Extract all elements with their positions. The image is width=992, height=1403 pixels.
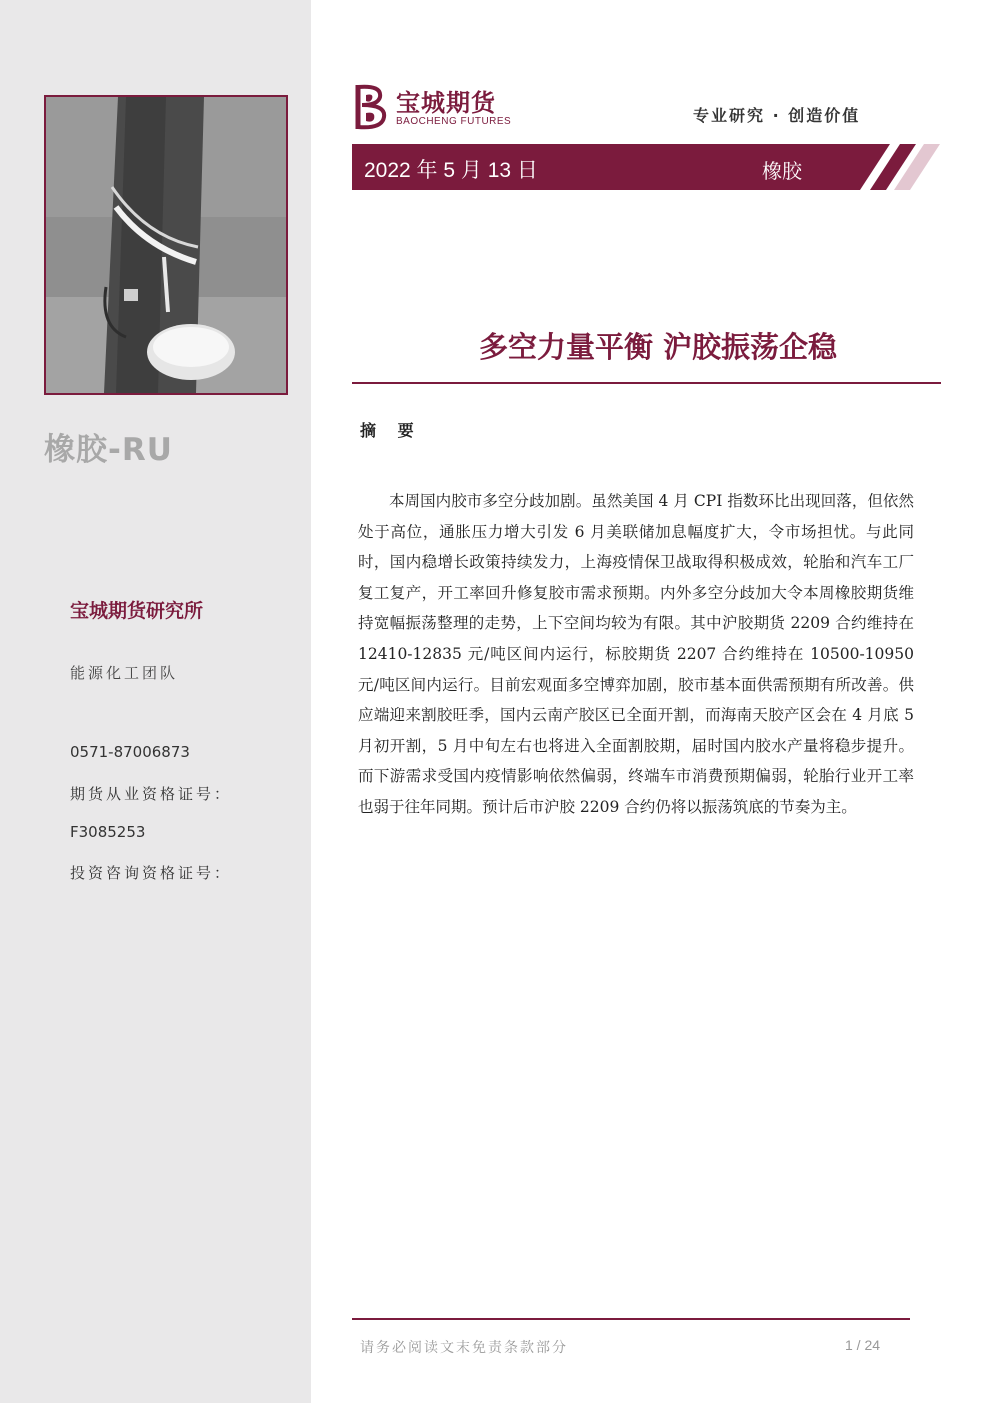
page-number: 1 / 24 bbox=[845, 1337, 881, 1353]
invest-cert-label: 投资咨询资格证号： bbox=[70, 864, 233, 882]
rubber-tree-photo bbox=[44, 95, 288, 395]
report-category: 橡胶 bbox=[762, 159, 802, 183]
logo-mark-icon bbox=[352, 83, 392, 131]
logo-chinese-name: 宝城期货 bbox=[396, 88, 496, 117]
company-logo bbox=[352, 83, 522, 133]
institute-name: 宝城期货研究所 bbox=[70, 600, 204, 622]
abstract-paragraph: 本周国内胶市多空分歧加剧。虽然美国 4 月 CPI 指数环比出现回落，但依然处于高位，通胀压力增大引发 6 月美联储加息幅度扩大，令市场担忧。与此同时，国内稳增长政策持续发力，上海疫情保卫战取得积极成效，轮胎和汽车工厂复工复产，开工率回升修复胶市需求预期。内外多空分歧加大令本周橡胶期货维持宽幅振荡整理的走势，上下空间均较为有限。其中沪胶期货 2209 合约维持在 12410-12835 元/吨区间内运行，标胶期货 2207 合约维持在 10500-10950 元/吨区间内运行。目前宏观面多空博弈加剧，胶市基本面供需预期有所改善。供应端迎来割胶旺季，国内云南产胶区已全面开割，而海南天胶产区会在 4 月底 5 月初开割，5 月中旬左右也将进入全面割胶期，届时国内胶水产量将稳步提升。而下游需求受国内疫情影响依然偏弱，终端车市消费预期偏弱，轮胎行业开工率也弱于往年同期。预计后市沪胶 2209 合约仍将以振荡筑底的节奏为主。 bbox=[358, 492, 914, 816]
abstract-heading: 摘 要 bbox=[360, 421, 422, 440]
sidebar bbox=[0, 0, 311, 1403]
footer-divider bbox=[352, 1318, 910, 1320]
futures-cert-value: F3085253 bbox=[70, 823, 146, 841]
logo-english-name: BAOCHENG FUTURES bbox=[396, 116, 512, 127]
contact-phone: 0571-87006873 bbox=[70, 743, 190, 761]
product-code: 橡胶-RU bbox=[44, 432, 173, 468]
page-title: 多空力量平衡 沪胶振荡企稳 bbox=[478, 330, 838, 364]
title-divider bbox=[352, 382, 941, 384]
disclaimer-note: 请务必阅读文末免责条款部分 bbox=[360, 1340, 568, 1356]
futures-cert-label: 期货从业资格证号： bbox=[70, 785, 233, 803]
slogan: 专业研究 · 创造价值 bbox=[693, 106, 861, 125]
date-banner bbox=[352, 144, 940, 190]
report-date: 2022 年 5 月 13 日 bbox=[364, 159, 538, 182]
team-name: 能源化工团队 bbox=[70, 664, 179, 682]
